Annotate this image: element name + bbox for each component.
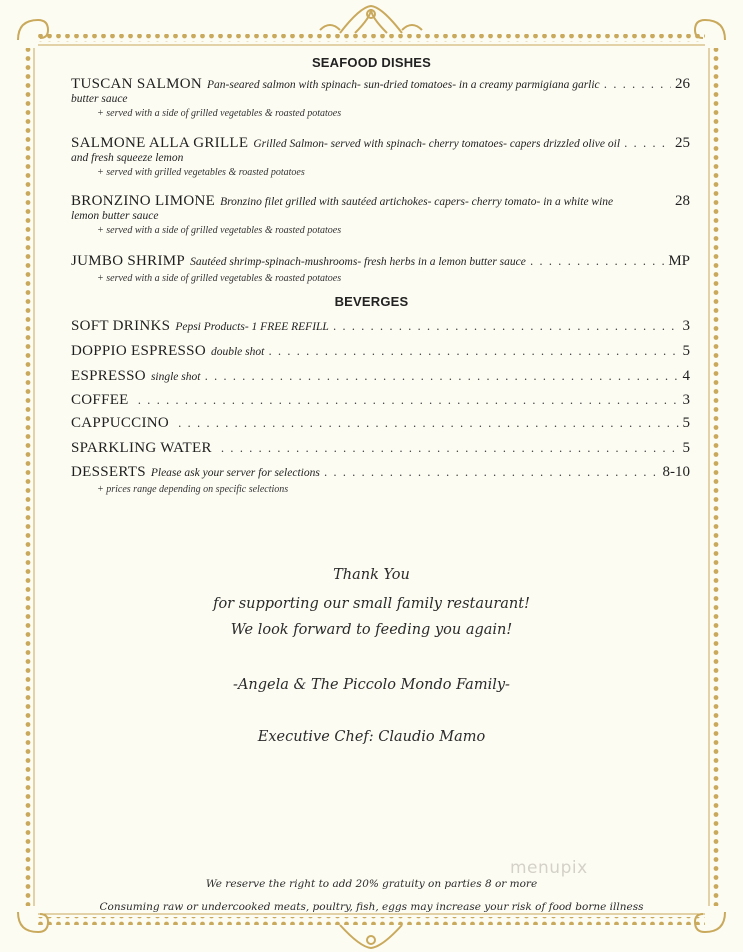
item-price: 3 [682, 318, 690, 334]
item-price: 5 [682, 415, 690, 431]
menu-item-doppio-espresso [71, 343, 690, 360]
item-note: + served with grilled vegetables & roasted potatoes [97, 167, 305, 178]
item-name: COFFEE [71, 392, 129, 408]
item-name: BRONZINO LIMONE [71, 193, 216, 209]
menupix-watermark: menupix [510, 858, 588, 878]
item-price: 4 [682, 368, 690, 384]
item-description: Pepsi Products- 1 FREE REFILL [175, 321, 329, 333]
item-price: 25 [675, 135, 690, 151]
item-name: CAPPUCCINO [71, 415, 170, 431]
menu-item-espresso [71, 368, 690, 385]
item-name: SPARKLING WATER [71, 440, 212, 456]
item-price: 28 [675, 193, 690, 209]
item-description: single shot [150, 371, 201, 383]
item-description-continued: lemon butter sauce [71, 210, 159, 222]
menu-item-sparkling-water [71, 440, 690, 457]
thank-you-heading: Thank You [333, 567, 410, 583]
item-description-continued: and fresh squeeze lemon [71, 152, 184, 164]
menu-item-cappuccino [71, 415, 690, 432]
dot-leader [324, 466, 659, 479]
item-name: DESSERTS [71, 464, 146, 480]
item-name: DOPPIO ESPRESSO [71, 343, 206, 359]
beverages-section-title: BEVERGES [334, 294, 409, 309]
menu-item-salmone-alla-grille [71, 135, 690, 178]
dot-leader [268, 345, 678, 358]
item-price: 26 [675, 76, 690, 92]
item-description: Grilled Salmon- served with spinach- cherry tomatoes- capers drizzled olive oil [253, 138, 621, 150]
dot-leader [204, 370, 678, 383]
item-price: 8-10 [662, 464, 690, 480]
item-description: Sautéed shrimp-spinach-mushrooms- fresh herbs in a lemon butter sauce [190, 256, 526, 268]
item-note: + served with a side of grilled vegetables & roasted potatoes [97, 273, 342, 284]
dot-leader [530, 255, 664, 268]
gratuity-notice: We reserve the right to add 20% gratuity on parties 8 or more [205, 878, 538, 890]
item-note: + prices range depending on specific selections [97, 484, 289, 495]
item-price: MP [668, 253, 690, 269]
thank-you-line-1: for supporting our small family restaurant! [213, 596, 530, 612]
thank-you-line-2: We look forward to feeding you again! [230, 622, 513, 638]
item-note: + served with a side of grilled vegetables & roasted potatoes [97, 225, 342, 236]
dot-leader [221, 442, 679, 455]
item-price: 3 [682, 392, 690, 408]
food-safety-warning: Consuming raw or undercooked meats, poultry, fish, eggs may increase your risk of food borne illness [99, 901, 644, 913]
menu-item-jumbo-shrimp [71, 253, 690, 284]
menu-item-soft-drinks [71, 318, 690, 335]
item-description-continued: butter sauce [71, 93, 128, 105]
dot-leader [178, 417, 678, 430]
item-name: SALMONE ALLA GRILLE [71, 135, 249, 151]
seafood-section-title: SEAFOOD DISHES [311, 55, 432, 70]
executive-chef: Executive Chef: Claudio Mamo [257, 729, 486, 745]
item-name: JUMBO SHRIMP [71, 253, 186, 269]
family-signature: -Angela & The Piccolo Mondo Family- [233, 677, 510, 693]
item-description: Please ask your server for selections [150, 467, 320, 479]
item-price: 5 [682, 343, 690, 359]
item-description: Pan-seared salmon with spinach- sun-dried tomatoes- in a creamy parmigiana garlic [207, 79, 600, 91]
dot-leader [624, 137, 671, 150]
menu-item-bronzino-limone [71, 193, 690, 236]
menu-item-tuscan-salmon [71, 76, 690, 119]
item-description: double shot [210, 346, 265, 358]
item-name: SOFT DRINKS [71, 318, 171, 334]
item-name: TUSCAN SALMON [71, 76, 202, 92]
dot-leader [604, 78, 671, 91]
menu-item-desserts [71, 464, 690, 495]
item-name: ESPRESSO [71, 368, 146, 384]
dot-leader [138, 394, 679, 407]
dot-leader [333, 320, 679, 333]
item-price: 5 [682, 440, 690, 456]
menu-item-coffee [71, 392, 690, 409]
item-note: + served with a side of grilled vegetables & roasted potatoes [97, 108, 342, 119]
item-description: Bronzino filet grilled with sautéed artichokes- capers- cherry tomato- in a white wine [220, 196, 614, 208]
